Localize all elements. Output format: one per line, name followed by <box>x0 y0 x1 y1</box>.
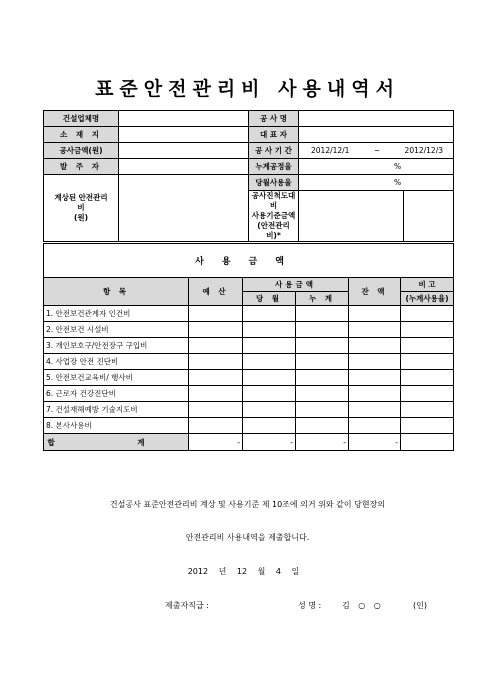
budget-cell[interactable] <box>189 306 243 322</box>
month-cell[interactable] <box>243 418 296 434</box>
amount-value[interactable] <box>119 143 249 159</box>
col-item: 항 목 <box>44 278 189 306</box>
progress-basis-value[interactable] <box>299 191 404 242</box>
cumulative-cell[interactable] <box>296 370 349 386</box>
company-value[interactable] <box>119 111 249 127</box>
col-cumulative: 누 계 <box>296 292 349 306</box>
item-row-label: 2. 안전보건 시설비 <box>44 322 189 338</box>
seal-mark: (인) <box>413 601 427 610</box>
usage-table <box>43 243 454 451</box>
progress-basis-label: 공사진척도대 비 사용기준금액 (안전관리비)* <box>249 191 299 242</box>
balance-cell[interactable] <box>349 322 401 338</box>
item-row-label: 7. 건설재해예방 기술지도비 <box>44 402 189 418</box>
statement-line-2: 안전관리비 사용내역을 제출합니다. <box>185 533 310 542</box>
col-balance: 잔 액 <box>349 278 401 306</box>
representative-value[interactable] <box>299 127 454 143</box>
item-row-label: 8. 본사사용비 <box>44 418 189 434</box>
item-row-label: 4. 사업장 안전 진단비 <box>44 354 189 370</box>
budget-cell[interactable] <box>189 354 243 370</box>
balance-cell[interactable] <box>349 306 401 322</box>
date-day: 4 <box>275 567 281 576</box>
month-cell[interactable] <box>243 354 296 370</box>
orderer-label: 발 주 자 <box>44 159 119 175</box>
total-month: - <box>243 434 296 451</box>
total-note[interactable] <box>401 434 454 451</box>
progress-basis-extra[interactable] <box>404 191 454 242</box>
note-cell[interactable] <box>401 338 454 354</box>
total-cumulative: - <box>296 434 349 451</box>
submission-date <box>0 566 495 577</box>
item-row-label: 3. 개인보호구/안전장구 구입비 <box>44 338 189 354</box>
period-tilde: ~ <box>373 146 381 155</box>
total-budget: - <box>189 434 243 451</box>
name-value: 김 ○ ○ <box>342 601 384 610</box>
period-label: 공 사 기 간 <box>249 143 299 159</box>
percent-unit: % <box>394 178 402 187</box>
balance-cell[interactable] <box>349 354 401 370</box>
budget-cell[interactable] <box>189 338 243 354</box>
month-unit: 월 <box>257 567 266 576</box>
cumulative-cell[interactable] <box>296 386 349 402</box>
submitter-title: 제출자직급 : <box>165 601 209 610</box>
balance-cell[interactable] <box>349 418 401 434</box>
item-row-label: 6. 근로자 건강진단비 <box>44 386 189 402</box>
year-unit: 년 <box>218 567 227 576</box>
note-cell[interactable] <box>401 418 454 434</box>
month-cell[interactable] <box>243 338 296 354</box>
note-cell[interactable] <box>401 322 454 338</box>
budget-cell[interactable] <box>189 418 243 434</box>
balance-cell[interactable] <box>349 386 401 402</box>
period-value[interactable] <box>299 143 454 159</box>
cumulative-cell[interactable] <box>296 322 349 338</box>
location-label: 소 재 지 <box>44 127 119 143</box>
site-name-value[interactable] <box>299 111 454 127</box>
balance-cell[interactable] <box>349 338 401 354</box>
note-cell[interactable] <box>401 402 454 418</box>
percent-unit: % <box>394 162 402 171</box>
day-unit: 일 <box>291 567 300 576</box>
note-cell[interactable] <box>401 386 454 402</box>
month-cell[interactable] <box>243 402 296 418</box>
company-label: 건설업체명 <box>44 111 119 127</box>
budget-label: 계상된 안전관리 비 (원) <box>44 175 119 242</box>
cumulative-cell[interactable] <box>296 354 349 370</box>
month-cell[interactable] <box>243 306 296 322</box>
budget-value[interactable] <box>119 175 249 242</box>
budget-cell[interactable] <box>189 322 243 338</box>
note-cell[interactable] <box>401 306 454 322</box>
balance-cell[interactable] <box>349 370 401 386</box>
info-table <box>43 110 454 242</box>
period-start: 2012/12/1 <box>311 146 350 155</box>
cumulative-cell[interactable] <box>296 402 349 418</box>
period-end: 2012/12/3 <box>404 146 444 155</box>
document-title: 표준안전관리비 사용내역서 <box>95 78 400 100</box>
note-cell[interactable] <box>401 370 454 386</box>
cumulative-rate-label: 누계공정율 <box>249 159 299 175</box>
monthly-rate-value[interactable] <box>299 175 454 191</box>
date-year: 2012 <box>187 567 209 576</box>
month-cell[interactable] <box>243 370 296 386</box>
cumulative-cell[interactable] <box>296 418 349 434</box>
month-cell[interactable] <box>243 386 296 402</box>
cumulative-cell[interactable] <box>296 338 349 354</box>
date-month: 12 <box>236 567 248 576</box>
col-note-sub: (누계사용율) <box>401 292 454 306</box>
total-balance: - <box>349 434 401 451</box>
statement-line-1: 건설공사 표준안전관리비 계상 및 사용기준 제 10조에 의거 위와 같이 당현장의 <box>109 500 386 509</box>
budget-cell[interactable] <box>189 402 243 418</box>
col-note: 비 고 <box>401 278 454 292</box>
col-month: 당 월 <box>243 292 296 306</box>
monthly-rate-label: 당월사용율 <box>249 175 299 191</box>
usage-banner: 사용금액 <box>44 244 454 278</box>
orderer-value[interactable] <box>119 159 249 175</box>
cumulative-rate-value[interactable] <box>299 159 454 175</box>
cumulative-cell[interactable] <box>296 306 349 322</box>
representative-label: 대 표 자 <box>249 127 299 143</box>
budget-cell[interactable] <box>189 386 243 402</box>
note-cell[interactable] <box>401 354 454 370</box>
col-budget: 예 산 <box>189 278 243 306</box>
name-label: 성 명 : <box>298 601 322 610</box>
balance-cell[interactable] <box>349 402 401 418</box>
amount-label: 공사금액(원) <box>44 143 119 159</box>
col-usage: 사용금액 <box>243 278 349 292</box>
location-value[interactable] <box>119 127 249 143</box>
item-row-label: 1. 안전보건관계자 인건비 <box>44 306 189 322</box>
month-cell[interactable] <box>243 322 296 338</box>
total-label: 합 계 <box>44 434 189 451</box>
budget-cell[interactable] <box>189 370 243 386</box>
item-row-label: 5. 안전보건교육비/ 행사비 <box>44 370 189 386</box>
site-name-label: 공 사 명 <box>249 111 299 127</box>
